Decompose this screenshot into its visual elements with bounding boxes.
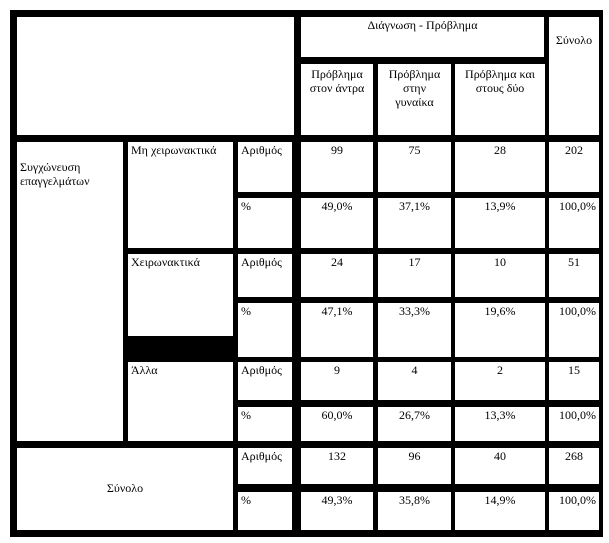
row-group-label: Συγχώνευση επαγγελμάτων — [17, 142, 123, 441]
value-cell: 49,0% — [301, 198, 373, 248]
value-cell: 47,1% — [301, 303, 373, 357]
total-header-text: Σύνολο — [555, 33, 593, 47]
value-cell: 19,6% — [455, 303, 545, 357]
value-cell: 4 — [378, 362, 451, 400]
value-cell: 26,7% — [378, 407, 451, 441]
measure-label-percent: % — [238, 303, 292, 357]
value-cell: 33,3% — [378, 303, 451, 357]
value-cell: 99 — [301, 142, 373, 192]
crosstab-table — [10, 10, 603, 537]
measure-label-count: Αριθμός — [238, 362, 292, 400]
value-cell: 75 — [378, 142, 451, 192]
value-cell: 17 — [378, 254, 451, 297]
column-header: Πρόβλημα και στους δύο — [455, 64, 545, 135]
value-cell: 40 — [455, 448, 545, 484]
measure-label-count: Αριθμός — [238, 448, 292, 484]
group-header — [301, 17, 544, 57]
total-row-label: Σύνολο — [17, 448, 233, 530]
total-cell: 100,0% — [549, 198, 599, 248]
value-cell: 37,1% — [378, 198, 451, 248]
total-cell: 51 — [549, 254, 599, 297]
category-label: Χειρωνακτικά — [128, 254, 233, 336]
value-cell: 28 — [455, 142, 545, 192]
value-cell: 60,0% — [301, 407, 373, 441]
category-label: Άλλα — [128, 362, 233, 441]
header-empty-cell — [17, 17, 294, 135]
value-cell: 9 — [301, 362, 373, 400]
measure-label-count: Αριθμός — [238, 254, 292, 297]
value-cell: 96 — [378, 448, 451, 484]
category-label: Μη χειρωνακτικά — [128, 142, 233, 248]
value-cell: 14,9% — [455, 492, 545, 530]
value-cell: 49,3% — [301, 492, 373, 530]
measure-label-percent: % — [238, 407, 292, 441]
total-cell: 15 — [549, 362, 599, 400]
measure-label-percent: % — [238, 492, 292, 530]
value-cell: 13,3% — [455, 407, 545, 441]
value-cell: 2 — [455, 362, 545, 400]
total-header — [549, 17, 599, 135]
total-cell: 100,0% — [549, 492, 599, 530]
value-cell: 10 — [455, 254, 545, 297]
column-header: Πρόβλημα στην γυναίκα — [378, 64, 451, 135]
value-cell: 35,8% — [378, 492, 451, 530]
column-header: Πρόβλημα στον άντρα — [301, 64, 373, 135]
value-cell: 132 — [301, 448, 373, 484]
total-cell: 100,0% — [549, 303, 599, 357]
measure-label-percent: % — [238, 198, 292, 248]
group-header-text: Διάγνωση - Πρόβλημα — [367, 18, 478, 32]
total-cell: 100,0% — [549, 407, 599, 441]
measure-label-count: Αριθμός — [238, 142, 292, 192]
total-cell: 268 — [549, 448, 599, 484]
value-cell: 24 — [301, 254, 373, 297]
total-cell: 202 — [549, 142, 599, 192]
value-cell: 13,9% — [455, 198, 545, 248]
